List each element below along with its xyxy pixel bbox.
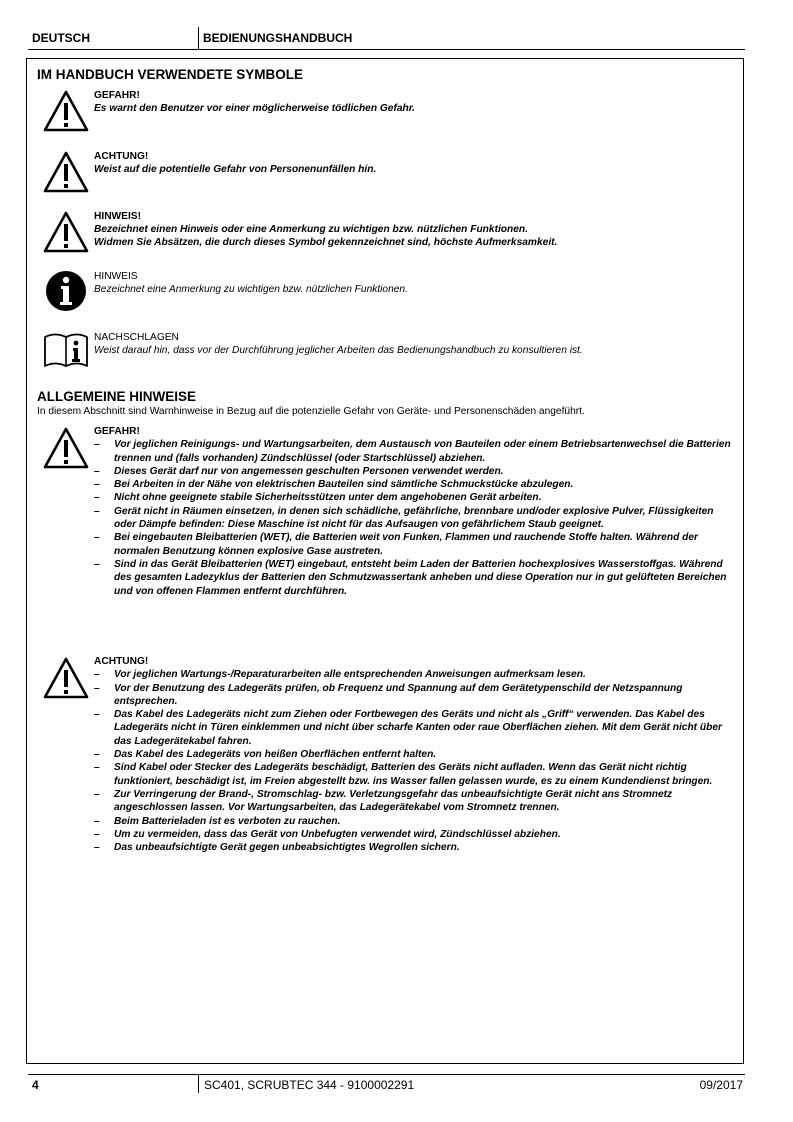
footer-divider [198,1075,199,1093]
warning-triangle-icon [42,426,90,470]
list-item: – Vor jeglichen Reinigungs- und Wartungsarbeiten, dem Austausch von Bauteilen oder einem Betriebsartenwechsel die Batterien trennen und (falls vorhanden) Zündschlüssel (oder Startschlüssel) abziehen. [94,438,734,465]
warning-triangle-icon [42,656,90,700]
danger-block [94,425,734,598]
caution-list [94,668,734,854]
list-item: – Das Kabel des Ladegeräts nicht zum Ziehen oder Fortbewegen des Geräts und nicht als „Griff“ verwenden. Das Kabel des Ladegeräts nicht in Türen einklemmen und nicht über scharfe Kanten oder raue Oberflächen ziehen. Mit dem Gerät nicht über das Ladegerätekabel fahren. [94,708,734,748]
list-item: – Um zu vermeiden, dass das Gerät von Unbefugten verwendet wird, Zündschlüssel abziehen. [94,828,734,841]
symbol-text: Es warnt den Benutzer vor einer möglicherweise tödlichen Gefahr. [94,103,415,114]
caution-label: ACHTUNG! [94,656,149,667]
list-item: – Das Kabel des Ladegeräts von heißen Oberflächen entfernt halten. [94,748,734,761]
document-date: 09/2017 [699,1078,743,1092]
symbol-label: GEFAHR! [94,90,140,101]
caution-block [94,655,734,854]
symbols-heading: IM HANDBUCH VERWENDETE SYMBOLE [37,67,304,82]
list-item: – Dieses Gerät darf nur von angemessen geschulten Personen verwendet werden. [94,465,734,478]
page-number: 4 [32,1078,39,1092]
symbol-entry-notice [94,210,734,249]
page-header [28,27,745,50]
list-item: – Zur Verringerung der Brand-, Stromschlag- bzw. Verletzungsgefahr das unbeaufsichtigte Gerät nicht ans Stromnetz angeschlossen lassen. Vor Wartungsarbeiten, das Ladegerätekabel vom Stromnetz trennen. [94,788,734,815]
symbol-text: Widmen Sie Absätzen, die durch dieses Symbol gekennzeichnet sind, höchste Aufmerksamkeit. [94,237,558,248]
general-heading: ALLGEMEINE HINWEISE [37,389,197,404]
symbol-text: Bezeichnet einen Hinweis oder eine Anmerkung zu wichtigen bzw. nützlichen Funktionen. [94,224,528,235]
warning-triangle-icon [42,150,90,194]
danger-label: GEFAHR! [94,426,140,437]
manual-book-icon [42,328,90,372]
header-divider [198,27,199,49]
symbol-entry-reference [94,331,734,357]
list-item: – Das unbeaufsichtigte Gerät gegen unbeabsichtigtes Wegrollen sichern. [94,841,734,854]
symbol-label: HINWEIS [94,271,138,282]
symbol-label: HINWEIS! [94,211,141,222]
symbol-label: ACHTUNG! [94,151,149,162]
list-item: – Vor jeglichen Wartungs-/Reparaturarbeiten alle entsprechenden Anweisungen aufmerksam lesen. [94,668,734,681]
info-icon [42,269,90,313]
document-id: SC401, SCRUBTEC 344 - 9100002291 [204,1078,415,1092]
header-language: DEUTSCH [32,31,91,45]
general-intro: In diesem Abschnitt sind Warnhinweise in Bezug auf die potenzielle Gefahr von Geräte- und Personenschäden angeführt. [37,406,585,417]
symbol-text: Weist auf die potentielle Gefahr von Personenunfällen hin. [94,164,377,175]
list-item: – Gerät nicht in Räumen einsetzen, in denen sich schädliche, gefährliche, brennbare und/oder explosive Pulver, Flüssigkeiten oder Dämpfe befinden: Diese Maschine ist nicht für das Aufsaugen von gefährlichem Staub geeignet. [94,505,734,532]
list-item: – Beim Batterieladen ist es verboten zu rauchen. [94,815,734,828]
warning-triangle-icon [42,210,90,254]
list-item: – Bei eingebauten Bleibatterien (WET), die Batterien weit von Funken, Flammen und rauchende Stoffe halten. Während der normalen Benutzung können explosive Gase austreten. [94,531,734,558]
list-item: – Sind in das Gerät Bleibatterien (WET) eingebaut, entsteht beim Laden der Batterien hochexplosives Wasserstoffgas. Während des gesamten Ladezyklus der Batterien den Schmutzwassertank anheben und diese Operation nur in gut gelüfteten Bereichen und von offenen Flammen entfernt durchführen. [94,558,734,598]
warning-triangle-icon [42,89,90,133]
symbol-entry-info [94,270,734,296]
list-item: – Vor der Benutzung des Ladegeräts prüfen, ob Frequenz und Spannung auf dem Gerätetypenschild der Netzspannung entsprechen. [94,682,734,709]
list-item: – Bei Arbeiten in der Nähe von elektrischen Bauteilen sind sämtliche Schmuckstücke abzulegen. [94,478,734,491]
symbol-text: Bezeichnet eine Anmerkung zu wichtigen bzw. nützlichen Funktionen. [94,284,408,295]
symbol-entry-danger [94,89,734,115]
danger-list [94,438,734,598]
symbol-entry-caution [94,150,734,176]
header-title: BEDIENUNGSHANDBUCH [203,31,353,45]
list-item: – Nicht ohne geeignete stabile Sicherheitsstützen unter dem angehobenen Gerät arbeiten. [94,491,734,504]
list-item: – Sind Kabel oder Stecker des Ladegeräts beschädigt, Batterien des Geräts nicht aufladen. Wenn das Gerät nicht richtig funktioniert, beschädigt ist, im Freien abgestellt bzw. ins Wasser fallen gelassen wurde, es zu einem Kundendienst bringen. [94,761,734,788]
symbol-label: NACHSCHLAGEN [94,332,179,343]
symbol-text: Weist darauf hin, dass vor der Durchführung jeglicher Arbeiten das Bedienungshandbuch zu konsultieren ist. [94,345,583,356]
page-footer [28,1074,745,1093]
